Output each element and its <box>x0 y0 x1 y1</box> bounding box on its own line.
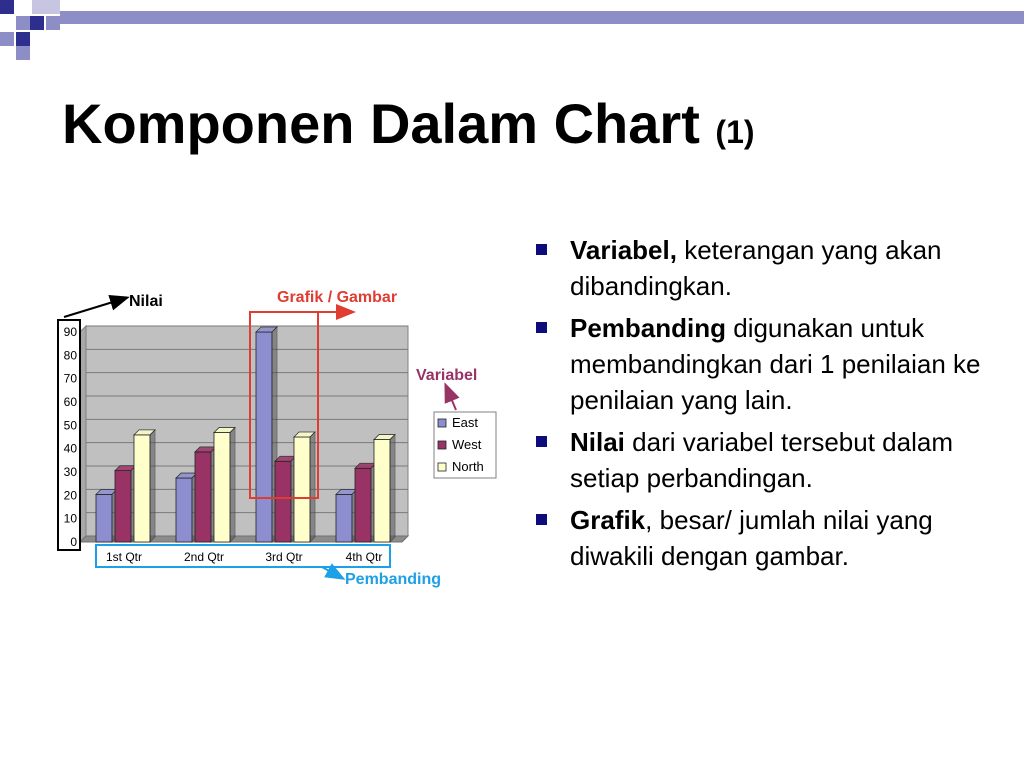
square-bullet-icon <box>536 244 547 255</box>
nilai-arrow <box>64 298 126 317</box>
bar-north-3 <box>374 435 395 542</box>
bar-front <box>96 494 112 542</box>
legend-swatch-west <box>438 441 446 449</box>
bar-front <box>374 440 390 542</box>
bar-side <box>150 430 155 542</box>
bar-front <box>294 437 310 542</box>
deco-square <box>32 0 46 14</box>
bar-west-0 <box>115 466 136 542</box>
bar-west-3 <box>355 463 376 542</box>
category-label: 1st Qtr <box>105 550 143 564</box>
legend <box>434 412 496 478</box>
nilai-annotation: Nilai <box>129 293 163 310</box>
bullet-text: keterangan yang akan dibandingkan. <box>570 235 942 301</box>
bar-front <box>176 478 192 542</box>
y-tick-label: 50 <box>63 418 77 433</box>
y-tick-label: 20 <box>63 488 77 503</box>
bullet-text: digunakan untuk membandingkan dari 1 penilaian ke penilaian yang lain. <box>570 313 981 415</box>
bar-front <box>336 494 352 542</box>
bar-east-2 <box>256 327 277 542</box>
deco-band <box>60 11 1024 24</box>
bar-north-0 <box>134 430 155 542</box>
bullet-term: Variabel, <box>570 235 677 265</box>
grafik-annotation: Grafik / Gambar <box>277 289 398 306</box>
y-tick-label: 90 <box>63 325 77 339</box>
legend-label-east: East <box>452 415 479 430</box>
bar-front <box>275 461 291 542</box>
y-tick-label: 70 <box>63 371 77 386</box>
bullet-item <box>532 502 1002 574</box>
slide-title <box>62 92 755 155</box>
annotated-bar-chart <box>40 280 500 595</box>
deco-square <box>0 32 14 46</box>
title-number: (1) <box>715 114 755 150</box>
bar-front <box>214 433 230 542</box>
legend-swatch-east <box>438 419 446 427</box>
square-bullet-icon <box>536 514 547 525</box>
bar-north-2 <box>294 432 315 542</box>
variabel-arrow <box>446 386 456 410</box>
title-text: Komponen Dalam Chart <box>62 92 700 155</box>
y-tick-label: 30 <box>63 465 77 479</box>
y-tick-label: 80 <box>63 348 77 363</box>
corner-decoration <box>0 0 1024 70</box>
bar-north-1 <box>214 428 235 542</box>
y-tick-label: 60 <box>63 395 77 409</box>
bar-east-1 <box>176 473 197 542</box>
bar-side <box>230 428 235 542</box>
deco-square <box>46 0 60 14</box>
deco-square <box>16 46 30 60</box>
bar-front <box>115 471 131 542</box>
square-bullet-icon <box>536 322 547 333</box>
bullet-term: Nilai <box>570 427 625 457</box>
category-label: 4th Qtr <box>345 550 383 564</box>
deco-square <box>0 0 14 14</box>
y-tick-label: 0 <box>70 535 77 549</box>
bullet-term: Pembanding <box>570 313 727 343</box>
bullet-item <box>532 232 1002 304</box>
category-label: 3rd Qtr <box>265 550 303 564</box>
bullet-item <box>532 424 1002 496</box>
y-tick-label: 40 <box>63 441 77 456</box>
bullet-term: Grafik <box>570 505 646 535</box>
pembanding-annotation: Pembanding <box>345 571 442 588</box>
legend-label-west: West <box>452 437 482 452</box>
bar-east-0 <box>96 489 117 542</box>
bar-west-1 <box>195 447 216 542</box>
variabel-annotation: Variabel <box>416 367 478 384</box>
bullet-item <box>532 310 1002 418</box>
deco-square <box>16 32 30 46</box>
deco-square <box>46 16 60 30</box>
bar-east-3 <box>336 489 357 542</box>
bullet-text: dari variabel tersebut dalam setiap perbandingan. <box>570 427 953 493</box>
bar-front <box>355 468 371 542</box>
bullet-text: , besar/ jumlah nilai yang diwakili dengan gambar. <box>570 505 933 571</box>
legend-label-north: North <box>452 459 484 474</box>
square-bullet-icon <box>536 436 547 447</box>
bar-side <box>390 435 395 542</box>
legend-swatch-north <box>438 463 446 471</box>
deco-square <box>30 16 44 30</box>
bar-side <box>310 432 315 542</box>
deco-square <box>16 16 30 30</box>
bullet-list <box>532 232 1002 580</box>
bar-west-2 <box>275 456 296 542</box>
pembanding-arrow <box>322 567 342 578</box>
category-label: 2nd Qtr <box>183 550 225 564</box>
bar-front <box>134 435 150 542</box>
y-tick-label: 10 <box>63 511 77 526</box>
bar-front <box>256 332 272 542</box>
bar-front <box>195 452 211 542</box>
